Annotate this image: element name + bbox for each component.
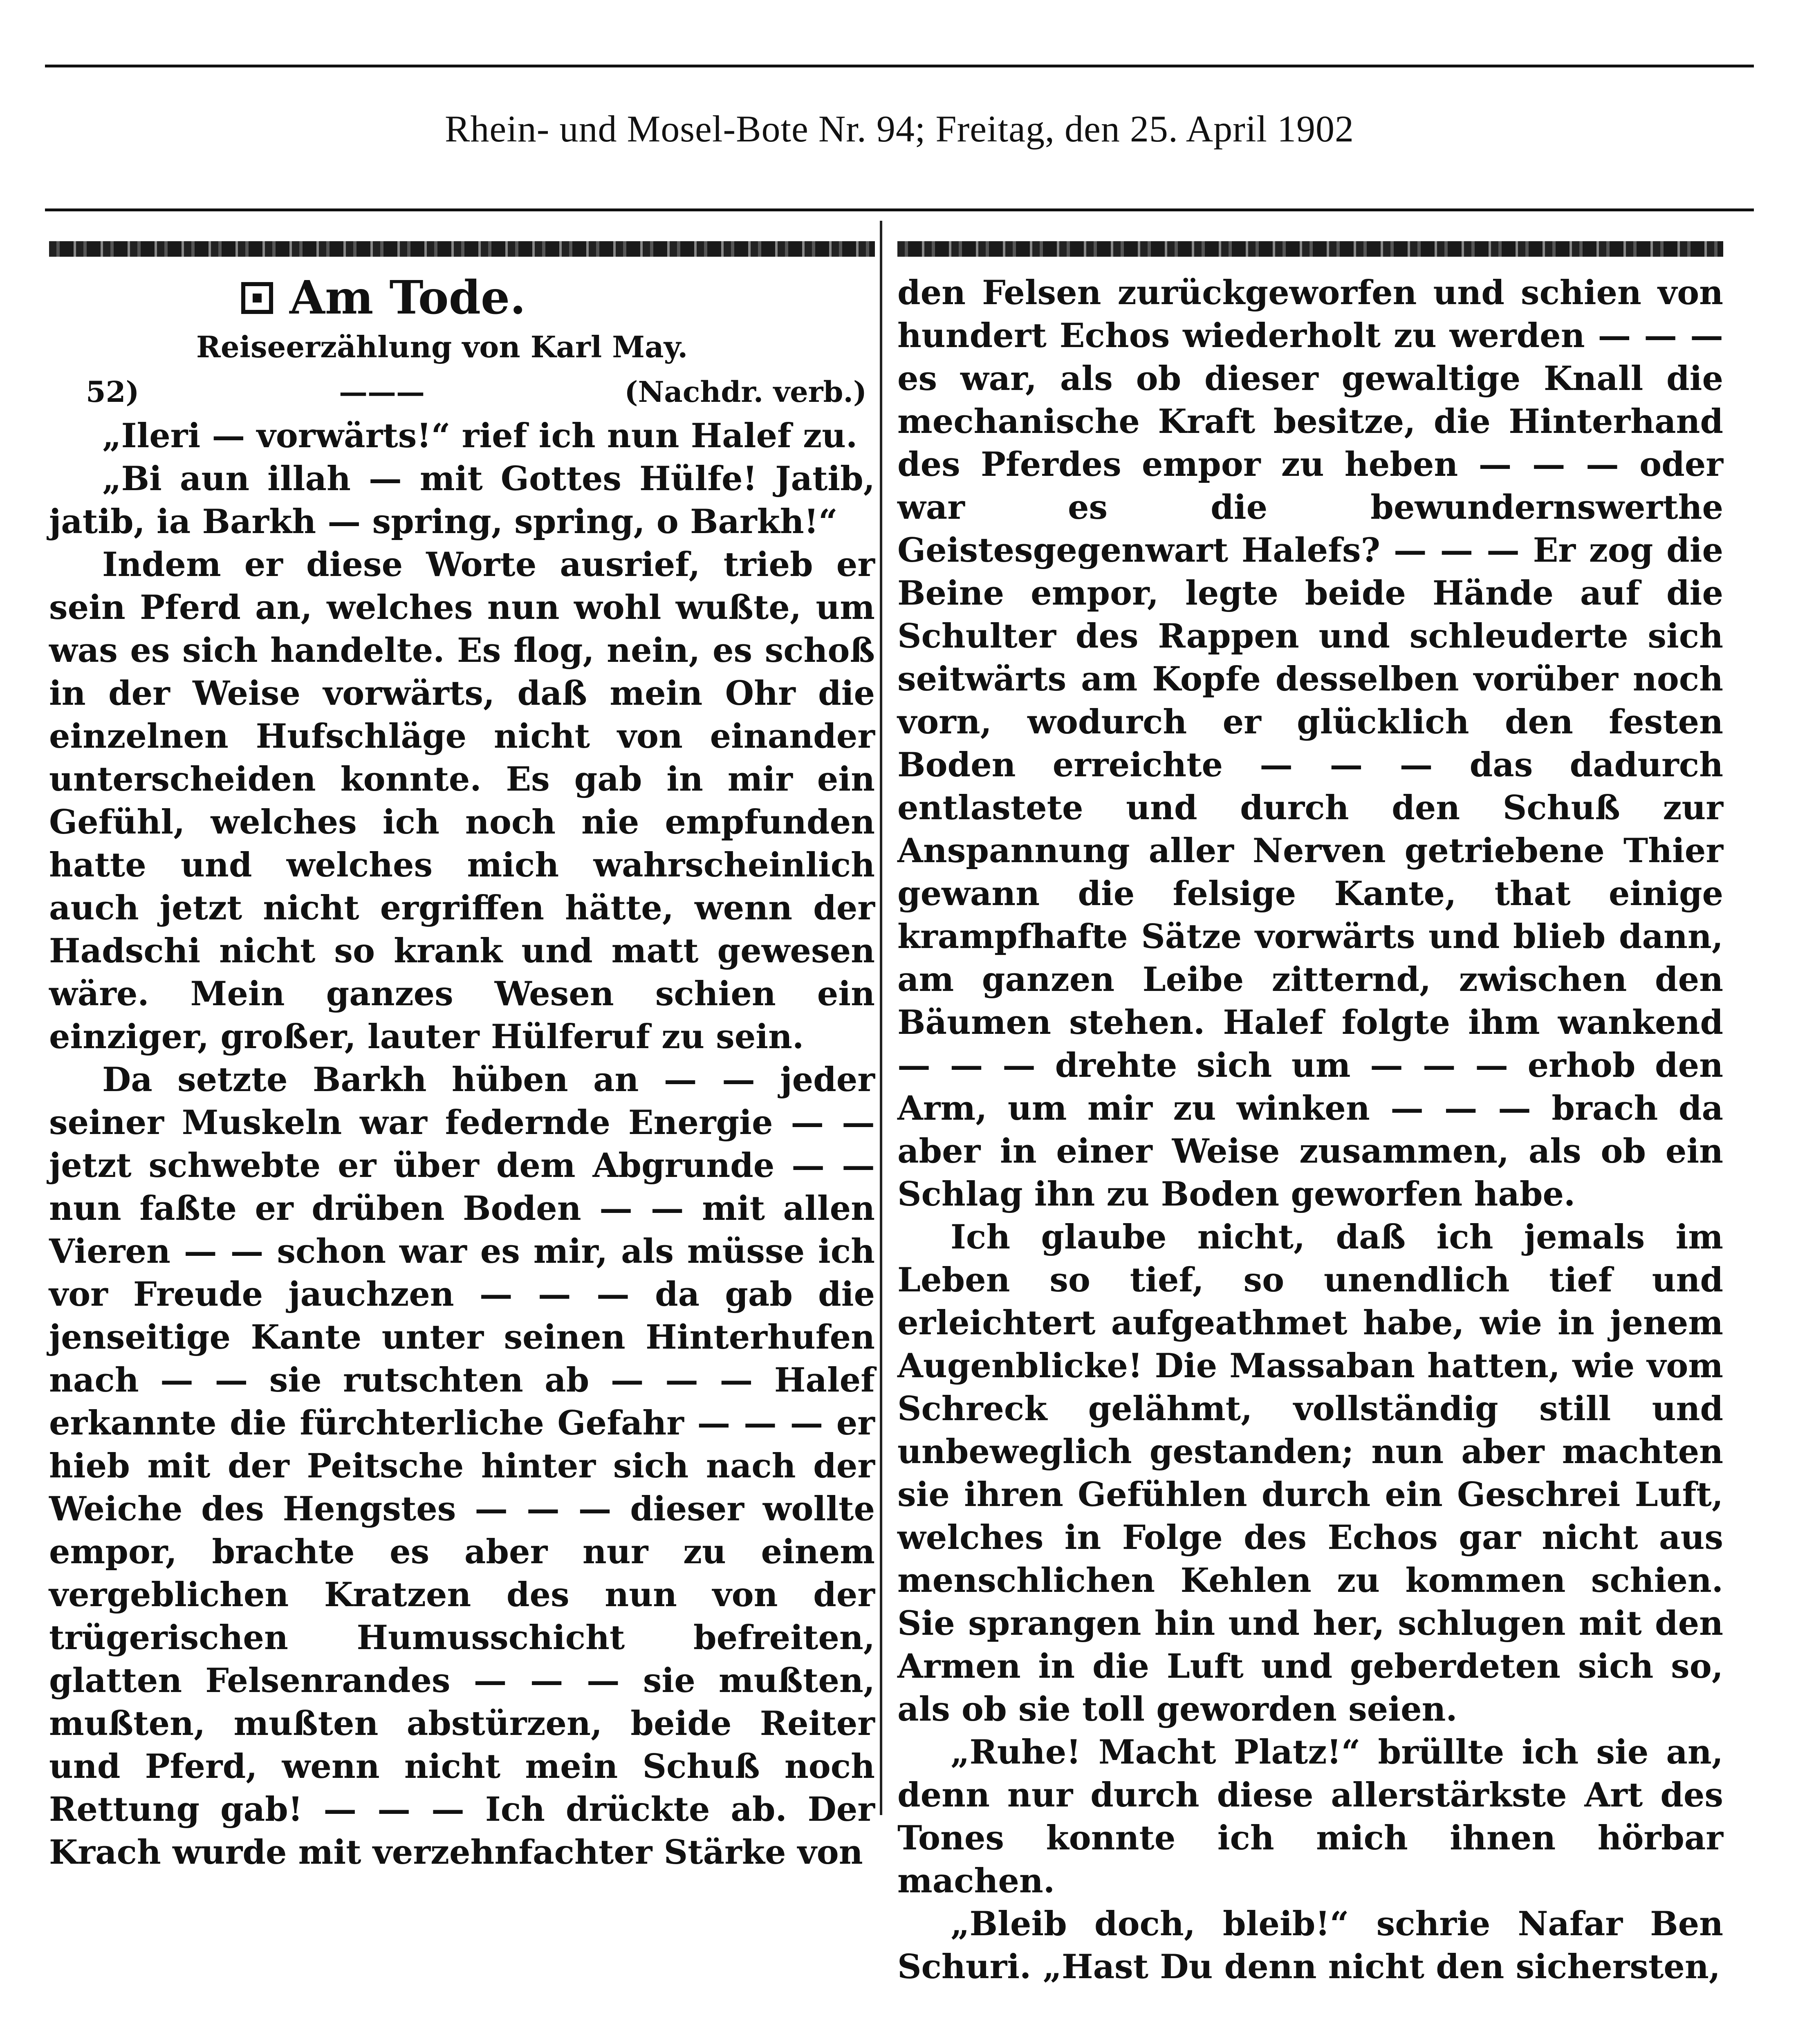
right-column xyxy=(897,241,1723,1988)
paragraph: Ich glaube nicht, daß ich jemals im Leben so tief, so unendlich tief und erleichtert aufgeathmet habe, wie in jenem Augenblicke! Die Massaban hatten, wie vom Schreck gelähmt, vollständig still und unbeweglich gestanden; nun aber machten sie ihren Gefühlen durch ein Geschrei Luft, welches in Folge des Echos gar nicht aus menschlichen Kehlen zu kommen schien. Sie sprangen hin und her, schlugen mit den Armen in die Luft und geberdeten sich so, als ob sie toll geworden seien. xyxy=(897,1218,1723,1729)
article-title-line xyxy=(241,271,875,325)
article-title: Am Tode. xyxy=(289,271,526,325)
separator-dash: ——— xyxy=(339,375,425,409)
paragraph: „Ruhe! Macht Platz!“ brüllte ich sie an, denn nur durch diese allerstärkste Art des Tones konnte ich mich ihnen hörbar machen. xyxy=(897,1733,1723,1901)
top-rule xyxy=(45,65,1754,67)
scan-bar-right xyxy=(897,241,1723,257)
paragraph: Da setzte Barkh hüben an — — jeder seiner Muskeln war federnde Energie — — jetzt schwebte er über dem Abgrunde — — nun faßte er drüben Boden — — mit allen Vieren — — schon war es mir, als müsse ich vor Freude jauchzen — — — da gab die jenseitige Kante unter seinen Hinterhufen nach — — sie rutschten ab — — — Halef erkannte die fürchterliche Gefahr — — — er hieb mit der Peitsche hinter sich nach der Weiche des Hengstes — — — dieser wollte empor, brachte es aber nur zu einem vergeblichen Kratzen des nun von der trügerischen Humusschicht befreiten, glatten Felsenrandes — — — sie mußten, mußten, mußten abstürzen, beide Reiter und Pferd, wenn nicht mein Schuß noch Rettung gab! — — — Ich drückte ab. Der Krach wurde mit verzehnfachter Stärke von xyxy=(49,1060,875,1872)
paragraph: Indem er diese Worte ausrief, trieb er sein Pferd an, welches nun wohl wußte, um was es sich handelte. Es flog, nein, es schoß in der Weise vorwärts, daß mein Ohr die einzelnen Hufschläge nicht von einander unterscheiden konnte. Es gab in mir ein Gefühl, welches ich noch nie empfunden hatte und welches mich wahrscheinlich auch jetzt nicht ergriffen hätte, wenn der Hadschi nicht so krank und matt gewesen wäre. Mein ganzes Wesen schien ein einziger, großer, lauter Hülferuf zu sein. xyxy=(49,545,875,1056)
paragraph: „Bleib doch, bleib!“ schrie Nafar Ben Schuri. „Hast Du denn nicht den sichersten, xyxy=(897,1905,1723,1986)
paragraph: „Bi aun illah — mit Gottes Hülfe! Jatib, jatib, ia Barkh — spring, spring, o Barkh!“ xyxy=(49,459,875,541)
left-column-text xyxy=(49,415,875,1874)
page-header: Rhein- und Mosel-Bote Nr. 94; Freitag, den 25. April 1902 xyxy=(445,108,1354,150)
square-ornament-icon xyxy=(241,282,273,314)
header-rule xyxy=(45,208,1754,211)
article-subtitle: Reiseerzählung von Karl May. xyxy=(196,329,688,364)
paragraph: „Ileri — vorwärts!“ rief ich nun Halef zu. xyxy=(102,417,858,455)
left-column xyxy=(49,241,875,1874)
installment-number: 52) xyxy=(86,375,139,409)
copyright-note: (Nachdr. verb.) xyxy=(624,375,867,409)
right-column-text xyxy=(897,271,1723,1988)
column-divider xyxy=(880,221,882,1815)
installment-line xyxy=(49,370,875,415)
scan-bar-left xyxy=(49,241,875,257)
paragraph: den Felsen zurückgeworfen und schien von hundert Echos wiederholt zu werden — — — es war, als ob dieser gewaltige Knall die mechanische Kraft besitze, die Hinterhand des Pferdes empor zu heben — — — oder war es die bewundernswerthe Geistesgegenwart Halefs? — — — Er zog die Beine empor, legte beide Hände auf die Schulter des Rappen und schleuderte sich seitwärts am Kopfe desselben vorüber noch vorn, wodurch er glücklich den festen Boden erreichte — — — das dadurch entlastete und durch den Schuß zur Anspannung aller Nerven getriebene Thier gewann die felsige Kante, that einige krampfhafte Sätze vorwärts und blieb dann, am ganzen Leibe zitternd, zwischen den Bäumen stehen. Halef folgte ihm wankend — — — drehte sich um — — — erhob den Arm, um mir zu winken — — — brach da aber in einer Weise zusammen, als ob ein Schlag ihn zu Boden geworfen habe. xyxy=(897,273,1723,1214)
